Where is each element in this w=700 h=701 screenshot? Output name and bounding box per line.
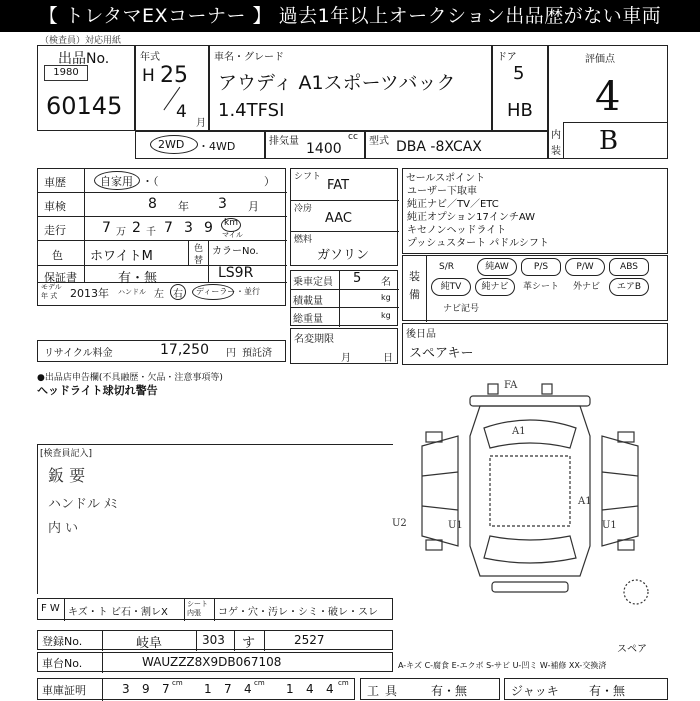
model-name: アウディ A1スポーツバック [218,72,456,94]
mileage-d2: 2 [132,220,141,236]
displacement-unit: cc [348,132,358,142]
car-roof-outline [470,396,590,406]
handle-label: ハンドル [118,288,146,296]
cert-u2: cm [254,679,265,687]
color-change-2: 替 [194,256,204,266]
recycle-note: 預託済 [242,348,272,359]
equipment-label-1: 装 [409,270,420,283]
mileage-u1: 万 [116,227,126,238]
drive-4wd: ・4WD [198,140,236,153]
registration-label: 登録No. [42,635,83,648]
lot-number: 60145 [46,92,123,120]
name-change-box [290,328,398,364]
name-change-unit2: 日 [383,353,393,364]
registration-class: 303 [202,633,225,647]
recycle-unit: 円 [226,348,236,359]
mark-u1-right: U1 [602,520,617,531]
info-table [37,168,286,306]
shift-label: シフト [294,172,322,182]
fuel-label: 燃料 [294,235,313,245]
history-private: 自家用 [100,175,133,188]
notes-label: ●出品店申告欄(不具融歴・欠品・注意事項等) [37,373,223,383]
shift-box [290,168,398,266]
car-left-front-door [422,472,458,476]
color-label: 色 [52,249,63,262]
ac-label: 冷房 [294,204,313,214]
car-rear-window [484,536,576,563]
inspection-year: 8 [148,196,157,212]
interior-divider [563,122,668,123]
name-change-unit: 月 [341,353,351,364]
sales-point-1: ユーザー下取車 [407,186,477,197]
top-cut-text: （検査員）対応用紙 [40,36,122,46]
color-code-label: カラーNo. [212,246,259,257]
equipment-box [402,255,668,321]
cert-v6: 4 [244,682,252,696]
lot-label: 出品No. [58,51,110,67]
car-right-front-door [602,472,638,476]
corner-banner: 【 トレタマEXコーナー 】 過去1年以上オークション出品歴がない車両 [0,0,700,32]
equip-leather: 革シート [523,282,560,292]
sales-point-4: キセノンヘッドライト [407,225,507,236]
cert-v7: 1 [286,682,294,696]
year-label: 年式 [140,52,160,63]
displacement-value: 1400 [306,141,342,157]
score-box [548,45,668,159]
car-damage-diagram [392,376,668,608]
later-value: スペアキー [409,346,474,361]
jack-value: 有・無 [589,684,626,698]
doors-label: ドア [497,52,517,63]
name-box [209,45,492,131]
interior-label-1: 内 [551,130,561,141]
score-value: 4 [595,74,621,120]
car-cabin [490,456,570,526]
cert-v5: 7 [224,682,232,696]
damage-marks [392,380,617,531]
mileage-d5: 9 [204,220,213,236]
warranty-label: 保証書 [44,271,77,284]
fw-label2: シート 内張 [187,600,208,617]
mileage-unit2: マイル [222,231,243,239]
score-label: 評価点 [585,54,615,65]
car-mirror-left [488,384,498,394]
inspector-line-3: 内 い [48,521,79,536]
later-label: 後日品 [406,329,436,340]
mileage-u2: 千 [146,227,156,238]
mark-fa: FA [504,380,518,391]
year-box [135,45,209,131]
chassis-box [37,652,393,672]
equip-aw: 純AW [477,258,517,276]
cert-box [37,678,355,700]
capacity-value: 5 [353,271,362,286]
inspection-month-unit: 月 [248,200,259,213]
gross-label: 総重量 [293,314,323,325]
parallel: ・並行 [236,287,260,296]
inspector-box [37,444,393,594]
registration-region: 岐阜 [136,636,163,651]
spare-tire-circle [624,580,648,604]
equip-ps: P/S [521,258,561,276]
mileage-d1: 7 [102,220,111,236]
load-label: 積載量 [293,296,323,307]
fw-box [37,598,393,620]
name-change-label: 名変期限 [294,334,334,345]
chassis-label: 車台No. [42,657,83,670]
tools-label: 工具 [367,684,404,698]
color-change-1: 色 [194,244,204,254]
car-rear-bumper [492,582,568,592]
sales-point-5: プッシュスタート パドルシフト [407,238,549,249]
interior-label-2: 装 [551,146,561,157]
cert-v1: 3 [122,682,130,696]
drive-2wd: 2WD [158,138,185,151]
cert-v4: 1 [204,682,212,696]
lot-box [37,45,135,131]
registration-kana: す [242,636,256,651]
drive-box [135,131,265,159]
history-close: ） [264,175,275,188]
fw-items: キズ・ト ビ石・割レX [68,607,168,618]
handle-right: 右 [173,289,183,300]
cert-v9: 4 [326,682,334,696]
capacity-box [290,270,398,326]
lot-small-box [44,65,88,81]
year-value: 25 [160,63,188,88]
damage-legend: A-キズ C-腐食 E-エクボ S-サビ U-凹ミ W-補修 XX-交換済 [398,661,607,670]
cert-u3: cm [338,679,349,687]
capacity-label: 乗車定員 [293,277,333,288]
inspection-label: 車検 [44,200,66,213]
mark-a1-right: A1 [578,496,592,507]
tools-box [360,678,500,700]
cert-label: 車庫証明 [42,684,86,697]
sales-point-2: 純正ナビ／TV／ETC [407,199,499,210]
sales-points-box [402,168,668,254]
sales-point-3: 純正オプション17インチAW [407,212,536,223]
mileage-d4: 3 [184,220,193,236]
inspection-year-unit: 年 [178,200,189,213]
gross-unit: kg [381,311,391,320]
jack-box [504,678,668,700]
equip-abs: ABS [609,258,649,276]
equipment-label-2: 備 [409,288,420,301]
interior-score: B [599,126,619,156]
spare-label: スペア [617,644,647,655]
history-rest: ・（ [142,175,159,188]
name-label: 車名・グレード [214,52,284,63]
mark-a1-top: A1 [512,426,526,437]
car-right-rear-door [602,506,638,510]
type-box [365,131,548,159]
recycle-label: リサイクル料金 [44,348,113,359]
displacement-label: 排気量 [269,136,299,147]
fuel-value: ガソリン [317,248,370,263]
capacity-unit: 名 [381,277,391,288]
model-year-value: 2013年 [70,287,109,300]
warranty-value: 有・無 [118,271,158,286]
cert-v8: 4 [306,682,314,696]
inspection-month: 3 [218,196,227,212]
jack-label: ジャッキ [511,684,559,698]
year-era: H [142,66,155,86]
doors-count: 5 [513,63,525,84]
car-mirror-right [542,384,552,394]
type-value: DBA -8XCAX [396,139,482,155]
grade-name: 1.4TFSI [218,100,285,121]
equip-ext-navi: 外ナビ [573,282,601,292]
car-body-outline [470,406,590,576]
mileage-unit: km [224,218,238,228]
inspector-label: [検査員記入] [40,449,93,459]
body-type: HB [507,100,533,121]
equip-extra: ナビ記号 [443,304,480,314]
ac-value: AAC [325,211,352,226]
recycle-value: 17,250 [160,342,209,358]
year-month: 4 [176,102,187,122]
color-value: ホワイトM [90,249,153,264]
equip-airbag: エアB [609,278,649,296]
lot-small-number: 1980 [53,67,79,78]
registration-number: 2527 [294,633,325,647]
cert-v2: 9 [142,682,150,696]
equip-tv: 純TV [431,278,471,296]
equip-sr: S/R [439,262,454,272]
type-label: 型式 [369,136,389,147]
interior-vline [563,122,564,159]
tools-value: 有・無 [431,684,468,698]
fw-label: F W [41,603,60,614]
shift-value: FAT [327,178,350,193]
registration-box [37,630,393,650]
chassis-value: WAUZZZ8X9DB067108 [142,655,282,669]
dealer: ディーラー [196,287,236,296]
fw-items2: コゲ・穴・汚レ・シミ・破レ・スレ [218,607,378,618]
displacement-box [265,131,365,159]
year-month-unit: 月 [196,118,206,129]
model-year-label1: モデル [41,283,62,291]
mileage-d3: 7 [164,220,173,236]
inspector-line-1: 鈑 要 [48,466,86,485]
color-code: LS9R [218,265,254,281]
mark-u2: U2 [392,518,407,529]
car-windshield [484,420,576,448]
notes-text: ヘッドライト球切れ警告 [37,384,158,397]
cert-v3: 7 [162,682,170,696]
cert-u1: cm [172,679,183,687]
mark-u1-left: U1 [448,520,463,531]
inspector-line-2: ハンドル ﾒﾐ [48,497,118,512]
history-label: 車歴 [44,176,66,189]
equip-navi: 純ナビ [475,278,515,296]
car-outline [422,384,648,604]
recycle-box [37,340,286,362]
model-year-label2: 年 式 [41,292,58,300]
later-box [402,323,668,365]
equip-pw: P/W [565,258,605,276]
sales-points-label: セールスポイント [406,173,486,184]
handle-left: 左 [154,289,164,300]
mileage-label: 走行 [44,224,66,237]
car-left-rear-door [422,506,458,510]
doors-box [492,45,548,131]
load-unit: kg [381,293,391,302]
